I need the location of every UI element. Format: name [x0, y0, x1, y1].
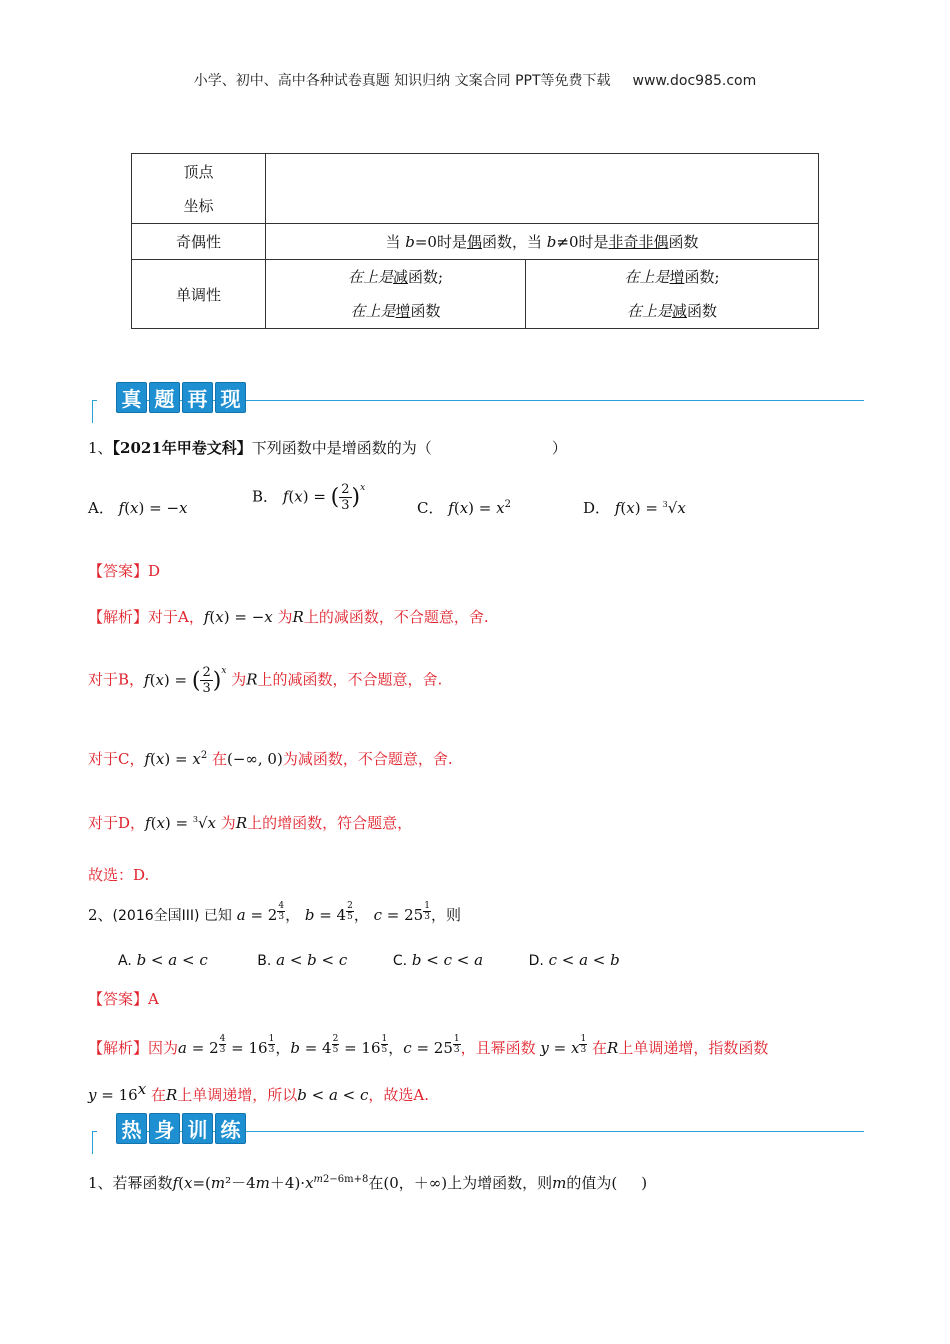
- warmup-q1: 1、若幂函数$f(x=(m^2-4m+4)\cdot x^{m2-6m+8}$在(0，＋∞)上为增函数，则m的值为( ): [88, 1174, 648, 1192]
- vertex-value-cell: [266, 154, 819, 224]
- q1-analysis-line2: 对于B，f(x) = ( $\frac{2}{3}$ )$^x$ 为R上的减函数，不合题意，舍.: [88, 665, 443, 696]
- q2-options: A. b < a < c B. a < b < c C. b < c < a D. c < a < b: [118, 951, 620, 969]
- q1-option-a: A． f(x) = −x: [88, 499, 188, 517]
- q1-option-b: B． f(x) = ( $\frac{2}{3}$ )$^x$: [252, 482, 366, 513]
- parity-value-cell: 当 b=0时是偶函数，当 b≠0时是非奇非偶函数: [266, 224, 819, 260]
- q1-stem: 1、【2021年甲卷文科】下列函数中是增函数的为（ ）: [88, 439, 567, 457]
- q2-stem: 2、(2016全国III) 已知 a = 2 $\frac{4}{3}$ ， b = 4 $\frac{2}{5}$ ， c = 25 $\frac{1}{3}$ ，则: [88, 901, 461, 924]
- header-text: 小学、初中、高中各种试卷真题 知识归纳 文案合同 PPT等免费下载: [193, 73, 611, 89]
- monotonicity-right-cell: 在上是增函数; 在上是减函数: [526, 260, 819, 329]
- monotonicity-label-cell: 单调性: [132, 260, 266, 329]
- section-banner-warmup: 热 身 训 练: [92, 1113, 864, 1153]
- parity-label-cell: 奇偶性: [132, 224, 266, 260]
- q1-conclusion: 故选：D.: [88, 866, 150, 884]
- q2-analysis-line2: $y = 16^x$ 在R上单调递增，所以b < a < c，故选A.: [88, 1080, 430, 1104]
- q2-answer: 【答案】A: [88, 990, 159, 1008]
- q1-analysis-line1: 【解析】对于A，f(x) = −x 为R上的减函数，不合题意，舍.: [88, 608, 489, 626]
- q2-analysis-line1: 【解析】因为a = 2 $\frac{4}{3}$ = 16 $\frac{1}{3}$ ，b = 4 $\frac{2}{5}$ = 16 $\frac{1}{5}$ ，c = 25 $\frac{1}{3}$ ，且幂函数 y = x $\frac{1}{3}$ 在R上单调递增，指数函数: [88, 1034, 769, 1057]
- q1-answer: 【答案】D: [88, 562, 161, 580]
- vertex-label-cell: 顶点 坐标: [132, 154, 266, 224]
- q1-option-d: D． f(x) = $^3$√x: [583, 499, 686, 517]
- q1-option-c: C． $f(x) = x^2$: [417, 499, 511, 517]
- q1-analysis-line4: 对于D，f(x) = $^3$√x 为R上的增函数，符合题意，: [88, 814, 413, 832]
- page-header: [0, 70, 950, 90]
- header-url[interactable]: www.doc985.com: [632, 73, 757, 89]
- monotonicity-left-cell: 在上是减函数; 在上是增函数: [266, 260, 526, 329]
- section-banner-past-exams: 真 题 再 现: [92, 382, 864, 422]
- q1-analysis-line3: 对于C，$f(x) = x^2$ 在(−∞, 0)为减函数，不合题意，舍.: [88, 750, 453, 768]
- function-properties-table: [131, 153, 819, 329]
